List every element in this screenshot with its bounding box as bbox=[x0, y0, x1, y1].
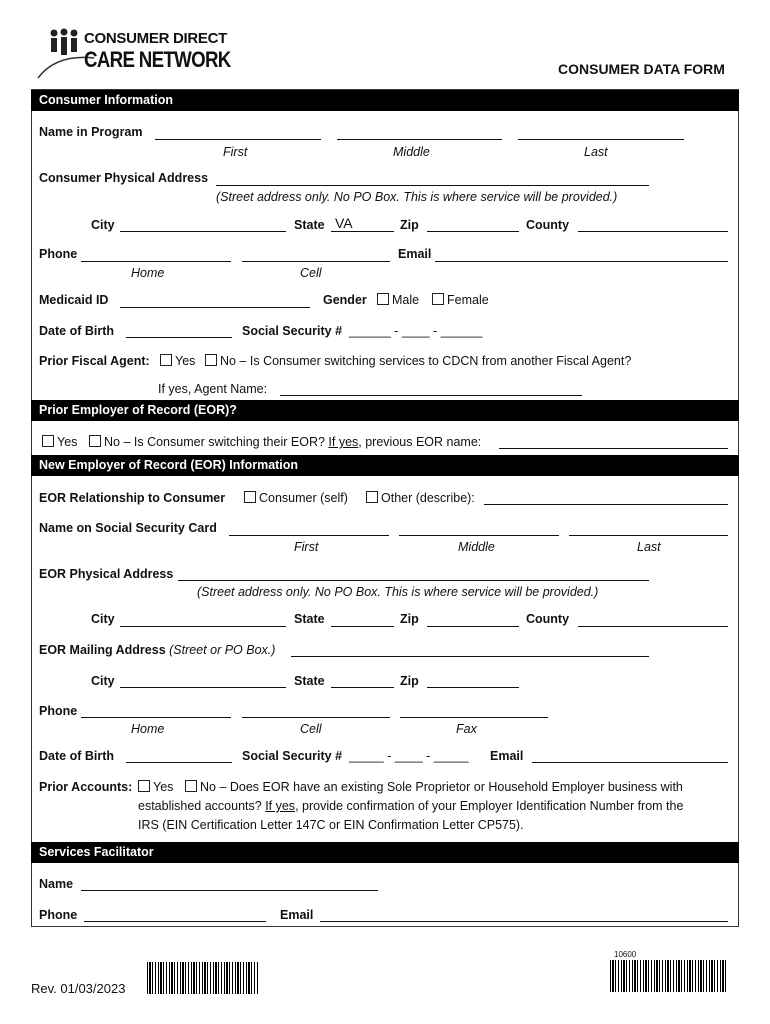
prior-eor-no-option[interactable]: No – Is Consumer switching their EOR? If yes, previous EOR name: bbox=[89, 435, 481, 449]
mailing-city-label: City bbox=[91, 674, 115, 688]
prior-eor-no-checkbox[interactable] bbox=[89, 435, 101, 447]
consumer-email-field[interactable] bbox=[435, 261, 728, 262]
eor-ssn-label: Social Security # bbox=[242, 749, 343, 763]
consumer-email-label: Email bbox=[398, 247, 432, 261]
agent-name-field[interactable] bbox=[280, 395, 582, 396]
eor-address-field[interactable] bbox=[178, 580, 649, 581]
eor-last-hint: Last bbox=[637, 540, 661, 554]
ss-card-name-label: Name on Social Security Card bbox=[39, 521, 217, 535]
eor-cell-hint: Cell bbox=[300, 722, 322, 736]
consumer-phone-label: Phone bbox=[39, 247, 78, 261]
eor-email-label: Email bbox=[490, 749, 524, 763]
gender-male-option[interactable]: Male bbox=[377, 293, 419, 307]
consumer-address-hint: (Street address only. No PO Box. This is where service will be provided.) bbox=[216, 190, 618, 204]
first-hint: First bbox=[223, 145, 248, 159]
eor-county-label: County bbox=[526, 612, 570, 626]
eor-other-describe-field[interactable] bbox=[484, 504, 728, 505]
mailing-zip-label: Zip bbox=[400, 674, 419, 688]
eor-address-hint: (Street address only. No PO Box. This is where service will be provided.) bbox=[197, 585, 599, 599]
eor-email-field[interactable] bbox=[532, 762, 728, 763]
consumer-cell-phone-field[interactable] bbox=[242, 261, 390, 262]
consumer-city-label: City bbox=[91, 218, 115, 232]
revision-date: Rev. 01/03/2023 bbox=[31, 981, 126, 996]
previous-eor-name-field[interactable] bbox=[499, 448, 728, 449]
consumer-zip-field[interactable] bbox=[427, 231, 519, 232]
barcode-right bbox=[610, 960, 728, 992]
prior-accounts-no-checkbox[interactable] bbox=[185, 780, 197, 792]
logo-line1: CONSUMER DIRECT bbox=[84, 30, 228, 47]
cell-hint: Cell bbox=[300, 266, 322, 280]
section-services-facilitator: Services Facilitator bbox=[31, 842, 739, 863]
consumer-ssn-field[interactable]: ______ - ____ - ______ bbox=[349, 324, 483, 338]
eor-mailing-field[interactable] bbox=[291, 656, 649, 657]
consumer-state-value: VA bbox=[335, 215, 353, 231]
mailing-city-field[interactable] bbox=[120, 687, 286, 688]
consumer-zip-label: Zip bbox=[400, 218, 419, 232]
eor-cell-phone-field[interactable] bbox=[242, 717, 390, 718]
eor-other-checkbox[interactable] bbox=[366, 491, 378, 503]
prior-eor-yes-checkbox[interactable] bbox=[42, 435, 54, 447]
eor-dob-label: Date of Birth bbox=[39, 749, 114, 763]
prior-eor-yes-option[interactable]: Yes bbox=[42, 435, 77, 449]
consumer-state-field[interactable] bbox=[331, 231, 394, 232]
eor-self-checkbox[interactable] bbox=[244, 491, 256, 503]
eor-first-name-field[interactable] bbox=[229, 535, 389, 536]
consumer-dob-field[interactable] bbox=[126, 337, 232, 338]
sf-name-label: Name bbox=[39, 877, 74, 891]
gender-female-option[interactable]: Female bbox=[432, 293, 489, 307]
sf-email-label: Email bbox=[280, 908, 314, 922]
eor-dob-field[interactable] bbox=[126, 762, 232, 763]
logo-line2: CARE NETWORK bbox=[84, 47, 231, 72]
consumer-address-field[interactable] bbox=[216, 185, 649, 186]
female-checkbox[interactable] bbox=[432, 293, 444, 305]
consumer-first-name-field[interactable] bbox=[155, 139, 321, 140]
eor-fax-field[interactable] bbox=[400, 717, 548, 718]
consumer-dob-label: Date of Birth bbox=[39, 324, 114, 338]
eor-self-option[interactable]: Consumer (self) bbox=[244, 491, 348, 505]
eor-city-field[interactable] bbox=[120, 626, 286, 627]
eor-ssn-field[interactable]: _____ - ____ - _____ bbox=[349, 749, 469, 763]
eor-county-field[interactable] bbox=[578, 626, 728, 627]
medicaid-id-label: Medicaid ID bbox=[39, 293, 109, 307]
form-code: 10600 bbox=[614, 950, 637, 959]
eor-address-label: EOR Physical Address bbox=[39, 567, 174, 581]
eor-middle-name-field[interactable] bbox=[399, 535, 559, 536]
eor-mailing-label: EOR Mailing Address (Street or PO Box.) bbox=[39, 643, 276, 657]
eor-relationship-label: EOR Relationship to Consumer bbox=[39, 491, 226, 505]
eor-last-name-field[interactable] bbox=[569, 535, 728, 536]
eor-home-hint: Home bbox=[131, 722, 165, 736]
consumer-state-label: State bbox=[294, 218, 325, 232]
eor-first-hint: First bbox=[294, 540, 319, 554]
eor-other-option[interactable]: Other (describe): bbox=[366, 491, 475, 505]
eor-city-label: City bbox=[91, 612, 115, 626]
prior-fiscal-yes-checkbox[interactable] bbox=[160, 354, 172, 366]
consumer-middle-name-field[interactable] bbox=[337, 139, 502, 140]
consumer-home-phone-field[interactable] bbox=[81, 261, 231, 262]
section-new-eor: New Employer of Record (EOR) Information bbox=[31, 455, 739, 476]
eor-phone-label: Phone bbox=[39, 704, 78, 718]
home-hint: Home bbox=[131, 266, 165, 280]
prior-accounts-no-option[interactable]: No – Does EOR have an existing Sole Proprietor or Household Employer business with bbox=[185, 780, 683, 794]
mailing-state-field[interactable] bbox=[331, 687, 394, 688]
form-title: CONSUMER DATA FORM bbox=[558, 61, 725, 77]
consumer-ssn-label: Social Security # bbox=[242, 324, 343, 338]
section-consumer-info: Consumer Information bbox=[31, 90, 739, 111]
eor-state-label: State bbox=[294, 612, 325, 626]
eor-state-field[interactable] bbox=[331, 626, 394, 627]
prior-accounts-label: Prior Accounts: bbox=[39, 780, 133, 794]
name-in-program-label: Name in Program bbox=[39, 125, 143, 139]
prior-fiscal-no-option[interactable]: No – Is Consumer switching services to CDCN from another Fiscal Agent? bbox=[205, 354, 631, 368]
last-hint: Last bbox=[584, 145, 608, 159]
consumer-city-field[interactable] bbox=[120, 231, 286, 232]
prior-accounts-yes-option[interactable]: Yes bbox=[138, 780, 173, 794]
male-checkbox[interactable] bbox=[377, 293, 389, 305]
prior-accounts-line3: IRS (EIN Certification Letter 147C or EIN Confirmation Letter CP575). bbox=[138, 818, 524, 832]
eor-middle-hint: Middle bbox=[458, 540, 495, 554]
consumer-address-label: Consumer Physical Address bbox=[39, 171, 209, 185]
eor-fax-hint: Fax bbox=[456, 722, 477, 736]
middle-hint: Middle bbox=[393, 145, 430, 159]
eor-home-phone-field[interactable] bbox=[81, 717, 231, 718]
sf-email-field[interactable] bbox=[320, 921, 728, 922]
consumer-last-name-field[interactable] bbox=[518, 139, 684, 140]
prior-accounts-line2: established accounts? If yes, provide confirmation of your Employer Identification Number from the bbox=[138, 799, 684, 813]
mailing-zip-field[interactable] bbox=[427, 687, 519, 688]
consumer-county-field[interactable] bbox=[578, 231, 728, 232]
agent-name-label: If yes, Agent Name: bbox=[158, 382, 268, 396]
mailing-state-label: State bbox=[294, 674, 325, 688]
gender-label: Gender bbox=[323, 293, 367, 307]
prior-fiscal-yes-option[interactable]: Yes bbox=[160, 354, 195, 368]
logo bbox=[36, 22, 231, 82]
consumer-county-label: County bbox=[526, 218, 570, 232]
sf-phone-label: Phone bbox=[39, 908, 78, 922]
sf-name-field[interactable] bbox=[81, 890, 378, 891]
sf-phone-field[interactable] bbox=[84, 921, 266, 922]
eor-zip-label: Zip bbox=[400, 612, 419, 626]
prior-fiscal-label: Prior Fiscal Agent: bbox=[39, 354, 150, 368]
section-prior-eor: Prior Employer of Record (EOR)? bbox=[31, 400, 739, 421]
prior-fiscal-no-checkbox[interactable] bbox=[205, 354, 217, 366]
prior-accounts-yes-checkbox[interactable] bbox=[138, 780, 150, 792]
medicaid-id-field[interactable] bbox=[120, 307, 310, 308]
barcode-left bbox=[147, 962, 258, 994]
eor-zip-field[interactable] bbox=[427, 626, 519, 627]
